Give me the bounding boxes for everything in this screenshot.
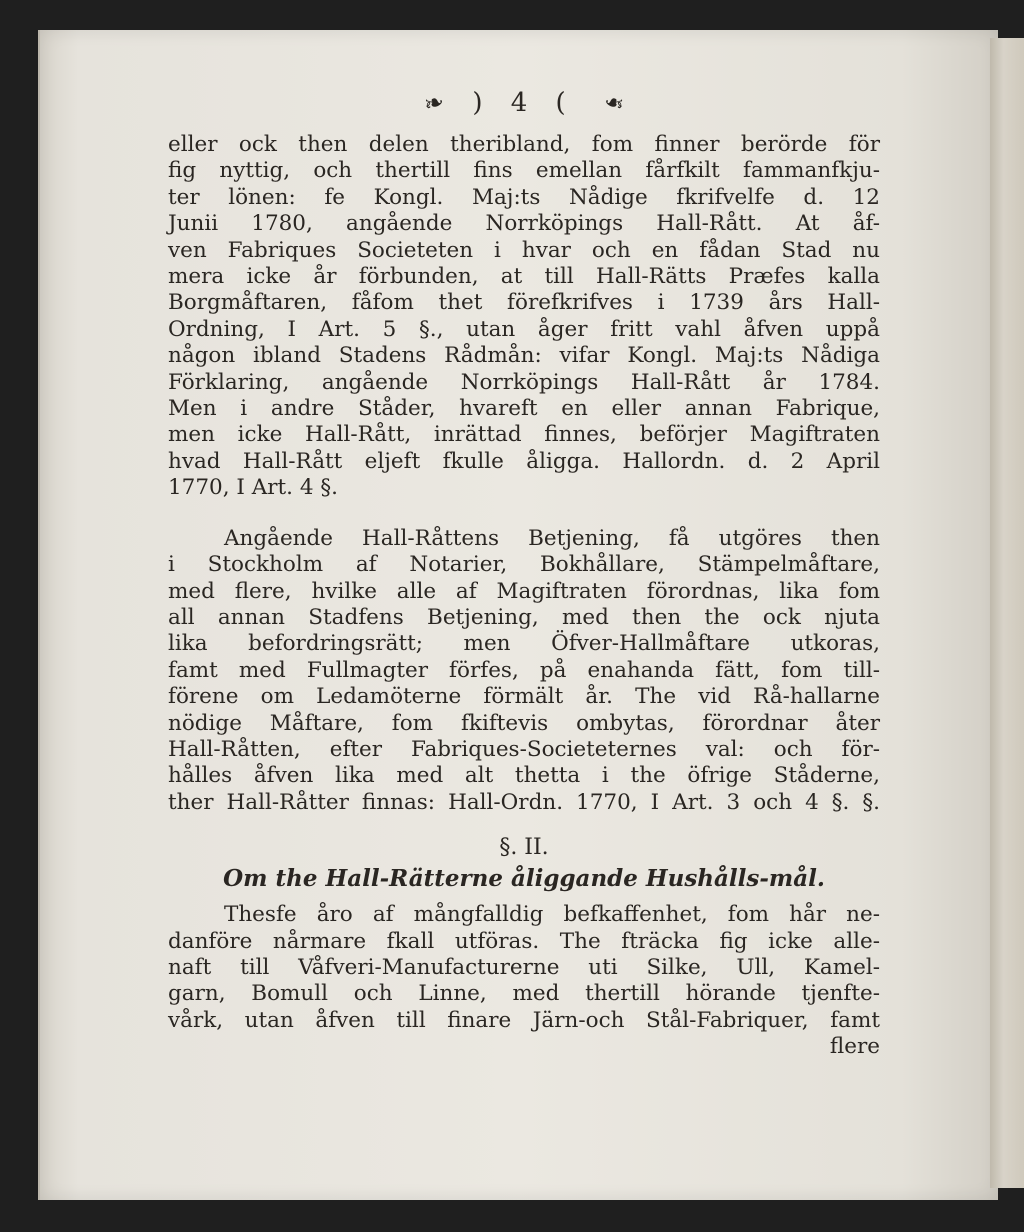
text-line: med flere, hvilke alle af Magiftraten förordnas, lika fom bbox=[168, 578, 880, 604]
paragraph-3 bbox=[168, 902, 880, 1034]
text-line: 1770, I Art. 4 §. bbox=[168, 475, 338, 501]
text-line: Angående Hall-Råttens Betjening, få utgöres then bbox=[224, 525, 880, 551]
text-line: Hall-Råtten, efter Fabriques-Societeternes val: och för- bbox=[168, 736, 880, 762]
text-line: ther Hall-Råtter finnas: Hall-Ordn. 1770, I Art. 3 och 4 §. §. bbox=[168, 789, 880, 815]
paragraph-gap bbox=[168, 816, 880, 832]
paragraph-gap bbox=[168, 502, 880, 526]
text-line: eller ock then delen theribland, fom finner berörde för bbox=[168, 132, 880, 157]
section-title: Om the Hall-Rätterne åliggande Hushålls-mål. bbox=[223, 865, 825, 893]
text-line: ven Fabriques Societeten i hvar och en fådan Stad nu bbox=[168, 237, 880, 263]
text-line: vårk, utan åfven till finare Järn-och Stål-Fabriquer, famt bbox=[168, 1007, 880, 1033]
text-line: famt med Fullmagter förfes, på enahanda fätt, fom till- bbox=[168, 657, 880, 683]
right-ornament-icon: ❧ bbox=[600, 86, 628, 120]
text-line: i Stockholm af Notarier, Bokhållare, Stämpelmåftare, bbox=[168, 552, 880, 578]
left-ornament-icon: ❧ bbox=[420, 86, 448, 120]
text-line: fig nyttig, och thertill fins emellan fårfkilt fammanfkju- bbox=[168, 158, 880, 184]
text-line: hvad Hall-Rått eljeft fkulle åligga. Hallordn. d. 2 April bbox=[168, 448, 880, 474]
text-line: mera icke år förbunden, at till Hall-Rätts Præfes kalla bbox=[168, 264, 880, 290]
text-line: lika befordringsrätt; men Öfver-Hallmåftare utkoras, bbox=[168, 631, 880, 657]
text-line: Ordning, I Art. 5 §., utan åger fritt vahl åfven uppå bbox=[168, 316, 880, 342]
text-line: all annan Stadfens Betjening, med then the ock njuta bbox=[168, 604, 880, 630]
text-line: garn, Bomull och Linne, med thertill hörande tjenfte- bbox=[168, 981, 880, 1007]
page-content bbox=[168, 88, 880, 1061]
text-line: Thesfe åro af mångfalldig befkaffenhet, fom hår ne- bbox=[224, 902, 880, 928]
section-number: §. II. bbox=[499, 835, 549, 861]
text-line: Men i andre Ståder, hvareft en eller annan Fabrique, bbox=[168, 396, 880, 422]
adjacent-page-edge bbox=[990, 38, 1024, 1188]
text-line: ter lönen: fe Kongl. Maj:ts Nådige fkrifvelfe d. 12 bbox=[168, 184, 880, 210]
text-line: nödige Måftare, fom fkiftevis ombytas, förordnar åter bbox=[168, 710, 880, 736]
text-line: Junii 1780, angående Norrköpings Hall-Rått. At åf- bbox=[168, 211, 880, 237]
paragraph-1 bbox=[168, 132, 880, 502]
text-line: hålles åfven lika med alt thetta i the öfrige Ståderne, bbox=[168, 763, 880, 789]
text-line: men icke Hall-Rått, inrättad finnes, beförjer Magiftraten bbox=[168, 422, 880, 448]
text-line: förene om Ledamöterne förmält år. The vid Rå-hallarne bbox=[168, 684, 880, 710]
text-line: Borgmåftaren, fåfom thet förefkrifves i 1739 års Hall- bbox=[168, 290, 880, 316]
catchword: flere bbox=[829, 1034, 880, 1060]
paragraph-2 bbox=[168, 526, 880, 816]
page-header bbox=[168, 88, 880, 118]
text-line: Förklaring, angående Norrköpings Hall-Rått år 1784. bbox=[168, 369, 880, 395]
text-line: naft till Våfveri-Manufacturerne uti Silke, Ull, Kamel- bbox=[168, 954, 880, 980]
page-number: ) 4 ( bbox=[472, 88, 576, 118]
text-line: någon ibland Stadens Rådmån: vifar Kongl. Maj:ts Nådiga bbox=[168, 343, 880, 369]
text-line: danföre nårmare fkall utföras. The fträcka fig icke alle- bbox=[168, 928, 880, 954]
